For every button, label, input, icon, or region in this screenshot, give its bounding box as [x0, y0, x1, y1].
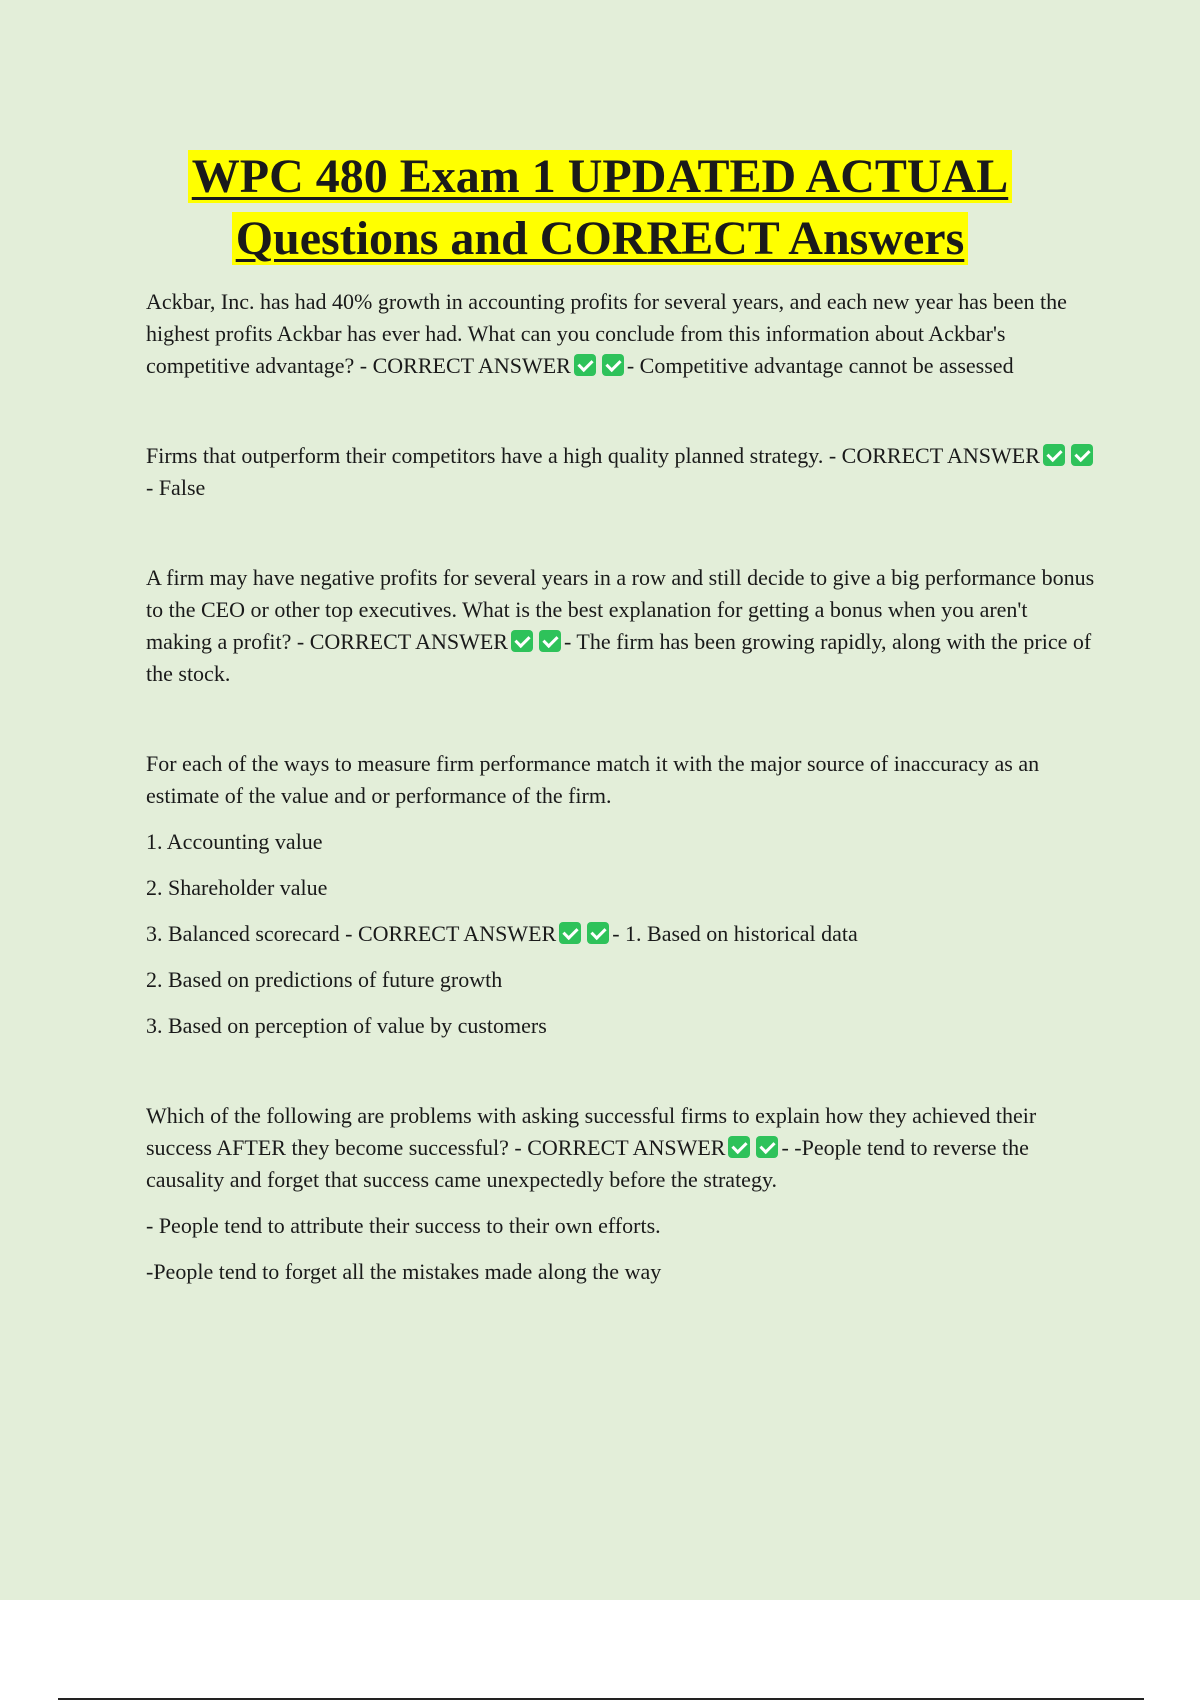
correct-answer-label: - CORRECT ANSWER — [828, 443, 1040, 468]
question-text: A firm may have negative profits for several years in a row and still decide to give a big performance bonus to the CEO or other top executives. What is the best explanation for getting a bonus when you aren't making a profit? — [146, 565, 1095, 654]
list-item: 1. Accounting value — [146, 829, 323, 854]
answer-list-item: 3. Based on perception of value by customers — [146, 1013, 547, 1038]
check-mark-button-icon — [587, 922, 609, 944]
qa-item-2 — [146, 440, 1096, 504]
qa-item-1 — [146, 286, 1096, 382]
answer-list-item: -People tend to forget all the mistakes made along the way — [146, 1259, 662, 1284]
check-mark-button-icon — [602, 354, 624, 376]
correct-answer-label: - CORRECT ANSWER — [514, 1135, 726, 1160]
question-text: Which of the following are problems with asking successful firms to explain how they achieved their success AFTER they become successful? — [146, 1103, 1037, 1160]
title-line-2: Questions and CORRECT Answers — [232, 212, 969, 265]
question-text: Ackbar, Inc. has had 40% growth in accounting profits for several years, and each new year has been the highest profits Ackbar has ever had. What can you conclude from this information about Ackbar's competitive advantage? — [146, 289, 1067, 378]
answer-list-item: 2. Based on predictions of future growth — [146, 967, 503, 992]
answer-text: - 1. Based on historical data — [612, 921, 858, 946]
list-item-text: 3. Balanced scorecard — [146, 921, 340, 946]
answer-text: - Competitive advantage cannot be assessed — [626, 353, 1014, 378]
answer-list-item: - People tend to attribute their success to their own efforts. — [146, 1213, 661, 1238]
qa-item-4 — [146, 748, 1096, 812]
check-mark-button-icon — [728, 1136, 750, 1158]
check-mark-button-icon — [756, 1136, 778, 1158]
check-mark-button-icon — [574, 354, 596, 376]
title-line-1: WPC 480 Exam 1 UPDATED ACTUAL — [188, 150, 1012, 203]
check-mark-button-icon — [1043, 444, 1065, 466]
document-title — [0, 146, 1200, 270]
list-item-with-answer — [146, 918, 1096, 950]
list-item: 2. Shareholder value — [146, 875, 328, 900]
check-mark-button-icon — [1071, 444, 1093, 466]
check-mark-button-icon — [511, 630, 533, 652]
check-mark-button-icon — [539, 630, 561, 652]
correct-answer-label: - CORRECT ANSWER — [345, 921, 557, 946]
question-text: For each of the ways to measure firm performance match it with the major source of inaccuracy as an estimate of the value and or performance of the firm. — [146, 751, 1040, 808]
answer-text: - The firm has been growing rapidly, along with the price of the stock. — [146, 629, 1092, 686]
qa-list — [146, 286, 1096, 1288]
qa-item-3 — [146, 562, 1096, 690]
answer-text: - -People tend to reverse the causality and forget that success came unexpectedly before the strategy. — [146, 1135, 1029, 1192]
answer-text: - False — [146, 475, 206, 500]
qa-item-5 — [146, 1100, 1096, 1196]
question-text: Firms that outperform their competitors have a high quality planned strategy. — [146, 443, 824, 468]
check-mark-button-icon — [559, 922, 581, 944]
correct-answer-label: - CORRECT ANSWER — [296, 629, 508, 654]
correct-answer-label: - CORRECT ANSWER — [359, 353, 571, 378]
